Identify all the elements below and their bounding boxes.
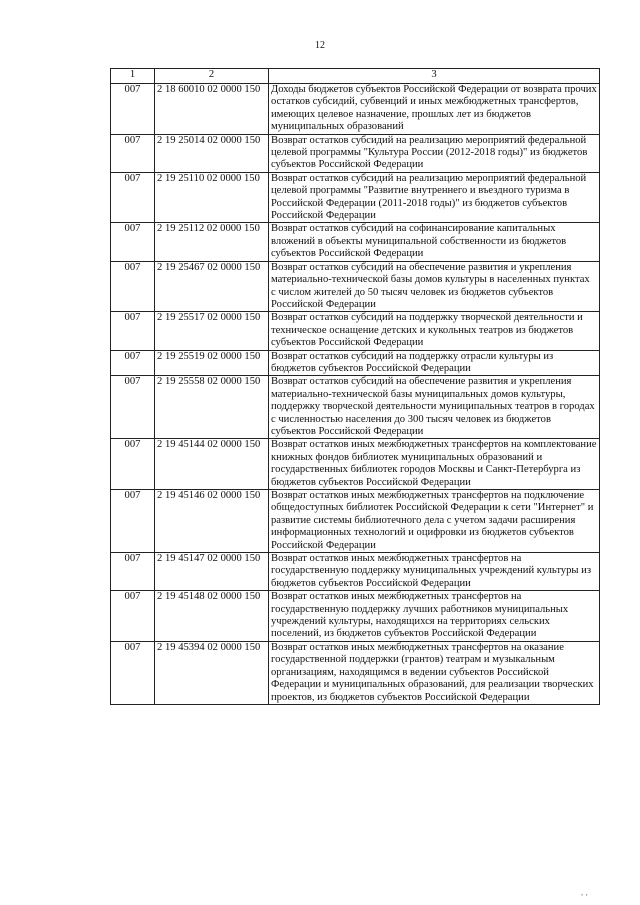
description-cell: Возврат остатков субсидий на обеспечение развития и укрепления материально-технической базы муниципальных домов культуры, поддержку творческой деятельности муниципальных театров в городах с численностью населения до 300 тысяч человек из бюджетов субъектов Российской Федерации	[269, 376, 600, 439]
table-row	[111, 350, 600, 376]
header-col-3: 3	[269, 69, 600, 84]
table-row	[111, 490, 600, 553]
description-cell: Возврат остатков субсидий на реализацию мероприятий федеральной целевой программы "Развитие внутреннего и въездного туризма в Российской Федерации (2011-2018 годы)" из бюджетов субъектов Российской Федерации	[269, 172, 600, 223]
admin-code-cell: 007	[111, 261, 155, 312]
budget-code-cell: 2 19 25110 02 0000 150	[155, 172, 269, 223]
table-row	[111, 84, 600, 135]
admin-code-cell: 007	[111, 172, 155, 223]
budget-code-cell: 2 19 25517 02 0000 150	[155, 312, 269, 350]
scan-mark: ‚ ‚	[580, 888, 588, 897]
admin-code-cell: 007	[111, 439, 155, 490]
budget-code-cell: 2 19 45147 02 0000 150	[155, 553, 269, 591]
description-cell: Возврат остатков субсидий на поддержку отрасли культуры из бюджетов субъектов Российской Федерации	[269, 350, 600, 376]
table-row	[111, 553, 600, 591]
description-cell: Возврат остатков субсидий на реализацию мероприятий федеральной целевой программы "Культура России (2012-2018 годы)" из бюджетов субъектов Российской Федерации	[269, 134, 600, 172]
description-cell: Возврат остатков иных межбюджетных трансфертов на оказание государственной поддержки (грантов) театрам и музыкальным организациям, находящимся в ведении субъектов Российской Федерации и муниципальных образований, для реализации творческих проектов, из бюджетов субъектов Российской Федерации	[269, 641, 600, 704]
admin-code-cell: 007	[111, 376, 155, 439]
admin-code-cell: 007	[111, 591, 155, 642]
budget-code-cell: 2 19 25467 02 0000 150	[155, 261, 269, 312]
budget-code-cell: 2 19 45394 02 0000 150	[155, 641, 269, 704]
description-cell: Возврат остатков иных межбюджетных трансфертов на комплектование книжных фондов библиотек муниципальных образований и государственных библиотек городов Москвы и Санкт-Петербурга из бюджетов субъектов Российской Федерации	[269, 439, 600, 490]
description-cell: Возврат остатков иных межбюджетных трансфертов на государственную поддержку лучших работников муниципальных учреждений культуры, находящихся на территориях сельских поселений, из бюджетов субъектов Российской Федерации	[269, 591, 600, 642]
budget-code-cell: 2 19 45148 02 0000 150	[155, 591, 269, 642]
budget-code-cell: 2 19 45146 02 0000 150	[155, 490, 269, 553]
description-cell: Возврат остатков субсидий на софинансирование капитальных вложений в объекты муниципальной собственности из бюджетов субъектов Российской Федерации	[269, 223, 600, 261]
table-row	[111, 223, 600, 261]
table-row	[111, 591, 600, 642]
table-row	[111, 376, 600, 439]
budget-code-cell: 2 18 60010 02 0000 150	[155, 84, 269, 135]
admin-code-cell: 007	[111, 553, 155, 591]
table-row	[111, 134, 600, 172]
table-row	[111, 439, 600, 490]
header-col-1: 1	[111, 69, 155, 84]
description-cell: Возврат остатков иных межбюджетных трансфертов на государственную поддержку муниципальных учреждений культуры из бюджетов субъектов Российской Федерации	[269, 553, 600, 591]
description-cell: Возврат остатков субсидий на обеспечение развития и укрепления материально-технической базы домов культуры в населенных пунктах с числом жителей до 50 тысяч человек из бюджетов субъектов Российской Федерации	[269, 261, 600, 312]
admin-code-cell: 007	[111, 223, 155, 261]
header-col-2: 2	[155, 69, 269, 84]
admin-code-cell: 007	[111, 312, 155, 350]
description-cell: Возврат остатков иных межбюджетных трансфертов на подключение общедоступных библиотек Российской Федерации к сети "Интернет" и развитие системы библиотечного дела с учетом задачи расширения информационных технологий и оцифровки из бюджетов субъектов Российской Федерации	[269, 490, 600, 553]
admin-code-cell: 007	[111, 641, 155, 704]
admin-code-cell: 007	[111, 134, 155, 172]
table-body	[111, 84, 600, 705]
description-cell: Возврат остатков субсидий на поддержку творческой деятельности и техническое оснащение детских и кукольных театров из бюджетов субъектов Российской Федерации	[269, 312, 600, 350]
table-row	[111, 172, 600, 223]
table-row	[111, 312, 600, 350]
description-cell: Доходы бюджетов субъектов Российской Федерации от возврата прочих остатков субсидий, субвенций и иных межбюджетных трансфертов, имеющих целевое назначение, прошлых лет из бюджетов муниципальных образований	[269, 84, 600, 135]
page-number: 12	[315, 40, 325, 51]
table-row	[111, 641, 600, 704]
budget-codes-table	[110, 68, 600, 705]
budget-code-cell: 2 19 25558 02 0000 150	[155, 376, 269, 439]
table-row	[111, 261, 600, 312]
budget-code-cell: 2 19 45144 02 0000 150	[155, 439, 269, 490]
budget-code-cell: 2 19 25014 02 0000 150	[155, 134, 269, 172]
admin-code-cell: 007	[111, 350, 155, 376]
budget-code-cell: 2 19 25112 02 0000 150	[155, 223, 269, 261]
admin-code-cell: 007	[111, 490, 155, 553]
budget-code-cell: 2 19 25519 02 0000 150	[155, 350, 269, 376]
admin-code-cell: 007	[111, 84, 155, 135]
table-header-row	[111, 69, 600, 84]
